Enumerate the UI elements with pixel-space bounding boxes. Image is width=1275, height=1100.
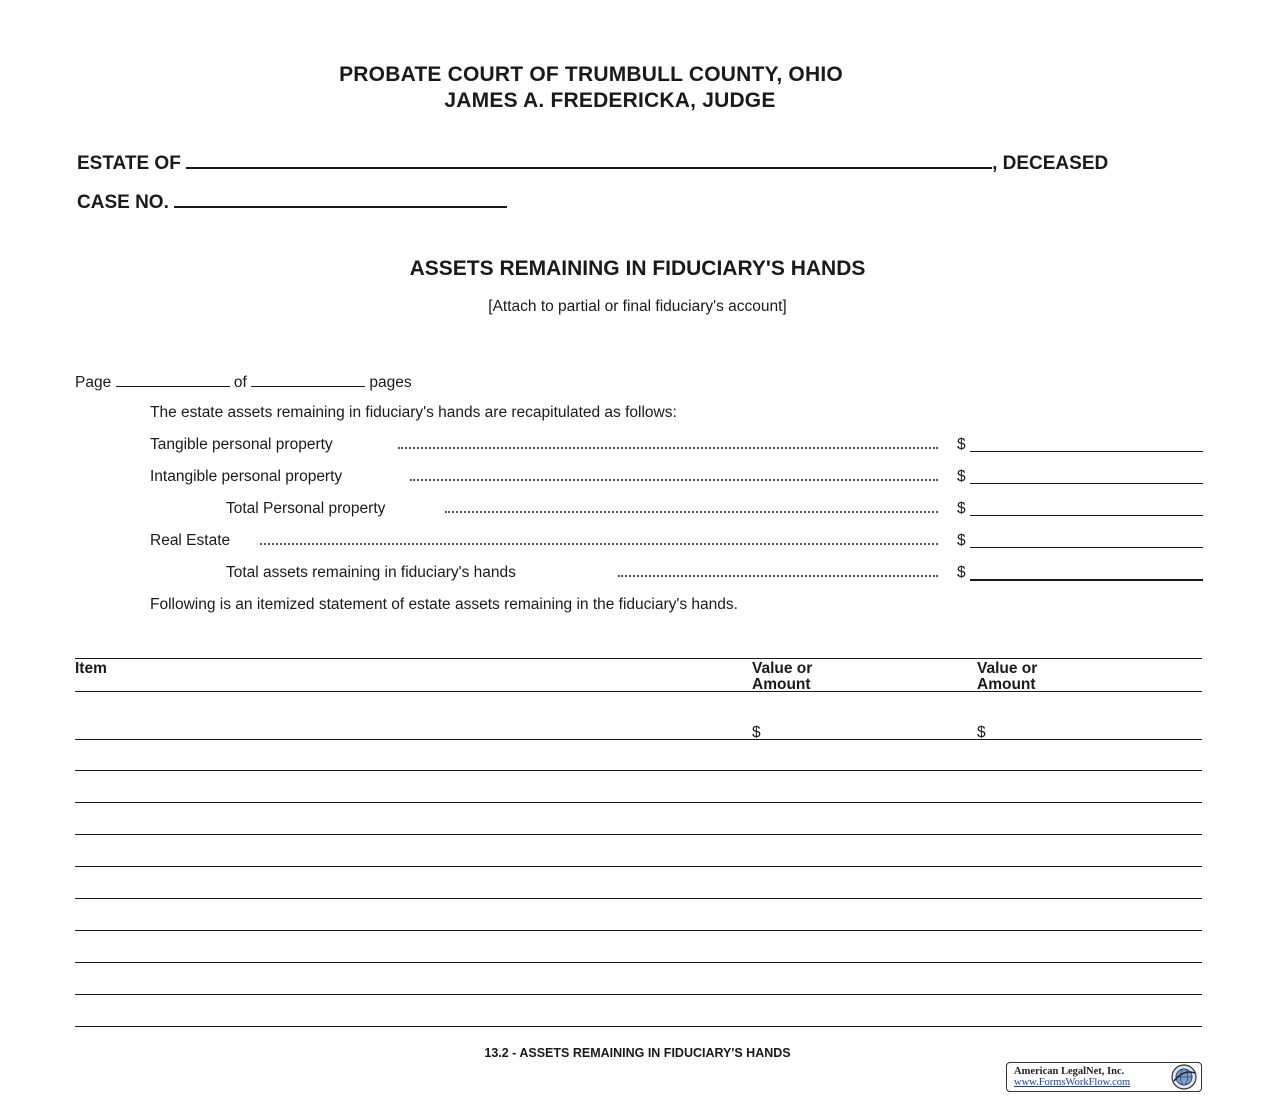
pages-label: pages bbox=[369, 374, 412, 391]
table-top-rule bbox=[75, 658, 1202, 659]
recap-label: Total Personal property bbox=[226, 500, 386, 517]
recap-label: Total assets remaining in fiduciary's hands bbox=[226, 564, 516, 581]
estate-line bbox=[77, 151, 1108, 175]
table-row[interactable] bbox=[75, 1026, 1202, 1027]
page-label: Page bbox=[75, 374, 112, 391]
table-row[interactable] bbox=[75, 802, 1202, 803]
estate-name-field[interactable] bbox=[186, 151, 992, 169]
col-header-value-1: Value or Amount bbox=[752, 660, 813, 693]
recap-intro: The estate assets remaining in fiduciary's hands are recapitulated as follows: bbox=[150, 404, 677, 421]
tangible-amount-field[interactable] bbox=[970, 451, 1203, 452]
table-row[interactable] bbox=[75, 739, 1202, 740]
leader-dots bbox=[410, 479, 938, 481]
table-row[interactable] bbox=[75, 898, 1202, 899]
leader-dots bbox=[445, 511, 938, 513]
leader-dots bbox=[260, 543, 938, 545]
itemized-intro: Following is an itemized statement of estate assets remaining in the fiduciary's hands. bbox=[150, 596, 738, 613]
pagination-line bbox=[75, 372, 412, 392]
form-title: ASSETS REMAINING IN FIDUCIARY'S HANDS bbox=[409, 257, 866, 280]
publisher-name: American LegalNet, Inc. bbox=[1014, 1066, 1125, 1077]
intangible-amount-field[interactable] bbox=[970, 483, 1203, 484]
leader-dots bbox=[398, 447, 938, 449]
case-label: CASE NO. bbox=[77, 192, 169, 213]
table-row[interactable] bbox=[75, 962, 1202, 963]
footer-form-id: 13.2 - ASSETS REMAINING IN FIDUCIARY'S HANDS bbox=[484, 1046, 791, 1060]
case-number-field[interactable] bbox=[174, 190, 507, 208]
table-row[interactable] bbox=[75, 994, 1202, 995]
case-line bbox=[77, 190, 507, 214]
deceased-label: , DECEASED bbox=[992, 153, 1109, 174]
currency-sign: $ bbox=[957, 436, 966, 453]
recap-row-total-personal bbox=[150, 500, 1203, 520]
recap-row-tangible bbox=[150, 436, 1203, 456]
total-personal-amount-field[interactable] bbox=[970, 515, 1203, 516]
estate-label: ESTATE OF bbox=[77, 153, 181, 174]
real-estate-amount-field[interactable] bbox=[970, 547, 1203, 548]
court-name: PROBATE COURT OF TRUMBULL COUNTY, OHIO bbox=[339, 63, 843, 86]
table-header-rule bbox=[75, 691, 1202, 692]
form-subtitle: [Attach to partial or final fiduciary's account] bbox=[488, 298, 787, 315]
publisher-url-link[interactable]: www.FormsWorkFlow.com bbox=[1014, 1077, 1131, 1088]
recap-label: Real Estate bbox=[150, 532, 231, 549]
total-assets-amount-field[interactable] bbox=[970, 579, 1203, 581]
total-pages-field[interactable] bbox=[251, 372, 365, 387]
globe-icon bbox=[1171, 1064, 1197, 1090]
currency-sign: $ bbox=[957, 564, 966, 581]
table-row[interactable] bbox=[75, 834, 1202, 835]
table-row[interactable] bbox=[75, 866, 1202, 867]
table-row[interactable] bbox=[75, 930, 1202, 931]
table-row[interactable] bbox=[75, 770, 1202, 771]
recap-row-intangible bbox=[150, 468, 1203, 488]
row-currency-2: $ bbox=[977, 724, 986, 741]
leader-dots bbox=[618, 575, 938, 577]
currency-sign: $ bbox=[957, 532, 966, 549]
currency-sign: $ bbox=[957, 500, 966, 517]
page-number-field[interactable] bbox=[116, 372, 230, 387]
publisher-logo bbox=[1006, 1062, 1202, 1092]
col-header-item: Item bbox=[75, 660, 107, 677]
recap-label: Intangible personal property bbox=[150, 468, 343, 485]
col-header-value-2: Value or Amount bbox=[977, 660, 1038, 693]
of-label: of bbox=[233, 374, 247, 391]
recap-label: Tangible personal property bbox=[150, 436, 333, 453]
recap-row-total-assets bbox=[150, 564, 1203, 584]
row-currency-1: $ bbox=[752, 724, 761, 741]
judge-name: JAMES A. FREDERICKA, JUDGE bbox=[444, 89, 776, 112]
currency-sign: $ bbox=[957, 468, 966, 485]
recap-row-real-estate bbox=[150, 532, 1203, 552]
